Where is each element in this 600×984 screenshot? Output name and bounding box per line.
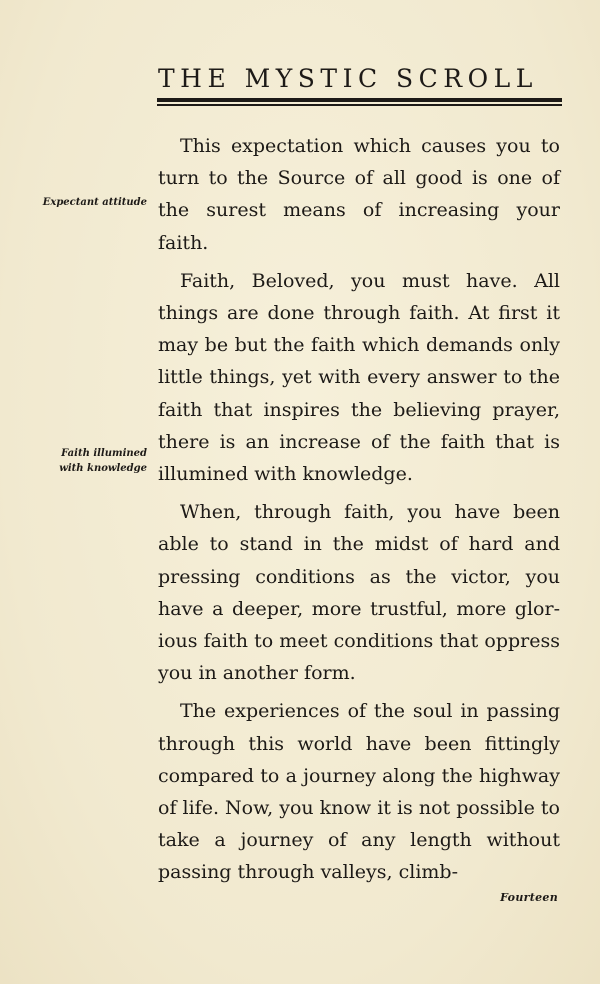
paragraph: When, through faith, you have been able to stand in the midst of hard and pressing conditions as the victor, you have a deeper, more trustful, more glorious faith to meet conditions that oppress you in another form. (158, 501, 560, 685)
header-rule-thick (157, 98, 562, 102)
margin-note-text: Expectant attitude (42, 197, 147, 208)
margin-note-line: Faith illumined (61, 448, 147, 459)
page-number: Fourteen (500, 891, 558, 904)
margin-note-line: with knowledge (59, 463, 147, 474)
header-rule-thin (157, 104, 562, 106)
paragraph: The experiences of the soul in passing through this world have been fittingly compared to a journey along the highway of life. Now, you know it is not possible to take a journey of any length without passing through valleys, climb- (158, 700, 560, 884)
margin-note-expectant-attitude (27, 195, 147, 210)
paragraph: This expectation which causes you to turn to the Source of all good is one of the surest means of increasing your faith. (158, 135, 560, 254)
running-head: THE MYSTIC SCROLL (158, 64, 538, 93)
body-text (158, 130, 560, 895)
paragraph: Faith, Beloved, you must have. All things are done through faith. At first it may be but the faith which demands only little things, yet with every answer to the faith that inspires the believing prayer, there is an increase of the faith that is illumined with knowledge. (158, 269, 560, 486)
margin-note-faith-illumined (27, 446, 147, 476)
